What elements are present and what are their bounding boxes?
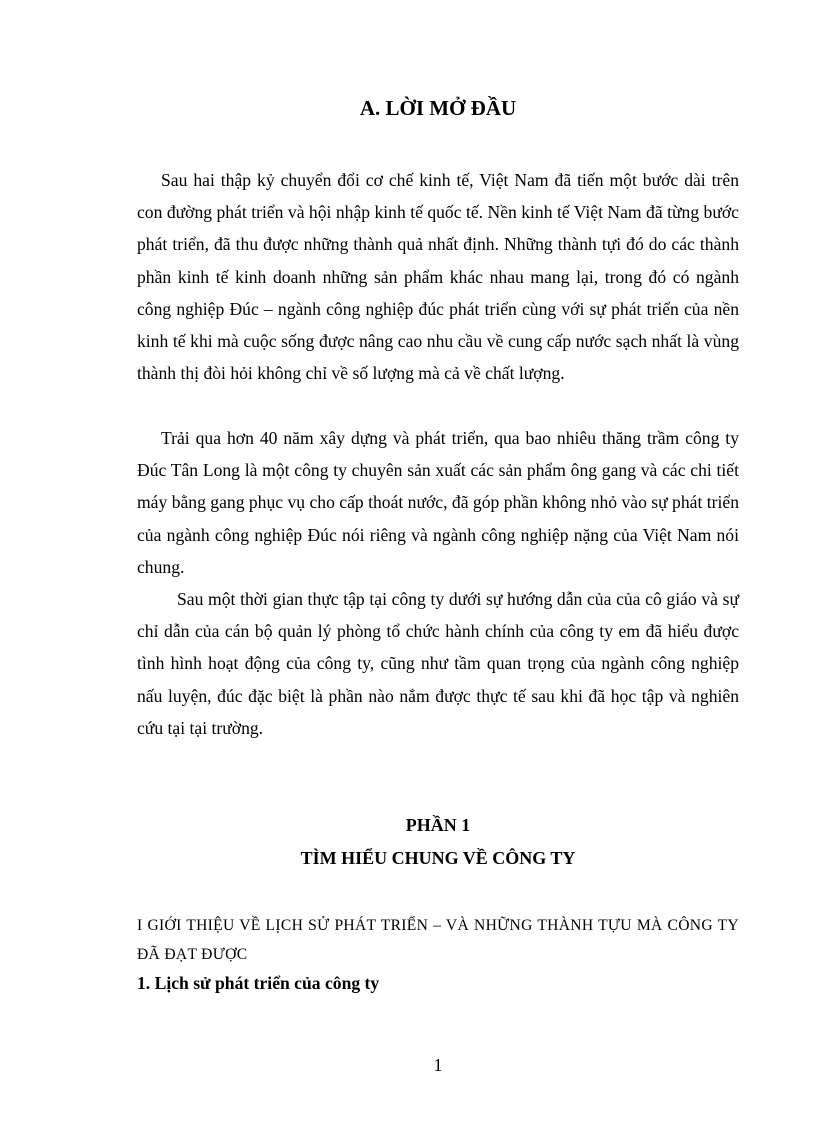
part-subtitle: TÌM HIỂU CHUNG VỀ CÔNG TY [300,848,576,868]
section-heading: I GIỚI THIỆU VỀ LỊCH SỬ PHÁT TRIỂN – VÀ NHỮNG THÀNH TỰU MÀ CÔNG TY ĐÃ ĐẠT ĐƯỢC [137,917,739,963]
page-number: 1 [433,1055,443,1075]
intro-paragraph-3: Sau một thời gian thực tập tại công ty dưới sự hướng dẫn của của cô giáo và sự chỉ dẫn của cán bộ quản lý phòng tổ chức hành chính của công ty em đã hiểu được tình hình hoạt động của công ty, cũng như tầm quan trọng của ngành công nghiệp nấu luyện, đúc đặc biệt là phần nào nắm được thực tế sau khi đã học tập và nghiên cứu tại tại trường. [137,589,739,738]
document-title: A. LỜI MỞ ĐẦU [359,96,517,120]
part-title: PHẦN 1 [405,815,471,835]
subsection-heading: 1. Lịch sử phát triển của công ty [137,973,380,993]
intro-paragraph-2: Trải qua hơn 40 năm xây dựng và phát triển, qua bao nhiêu thăng trầm công ty Đúc Tân Long là một công ty chuyên sản xuất các sản phẩm ông gang và các chi tiết máy bằng gang phục vụ cho cấp thoát nước, đã góp phần không nhỏ vào sự phát triển của ngành công nghiệp Đúc nói riêng và ngành công nghiệp nặng của Việt Nam nói chung. [137,428,739,577]
intro-paragraph-1: Sau hai thập kỷ chuyển đổi cơ chế kinh tế, Việt Nam đã tiến một bước dài trên con đường phát triển và hội nhập kinh tế quốc tế. Nền kinh tế Việt Nam đã từng bước phát triển, đã thu được những thành quả nhất định. Những thành tựi đó do các thành phần kinh tế kinh doanh những sản phẩm khác nhau mang lại, trong đó có ngành công nghiệp Đúc – ngành công nghiệp đúc phát triển cùng với sự phát triển của nền kinh tế khi mà cuộc sống được nâng cao nhu cầu về cung cấp nước sạch nhất là vùng thành thị đòi hỏi không chỉ về số lượng mà cả về chất lượng. [137,170,739,384]
